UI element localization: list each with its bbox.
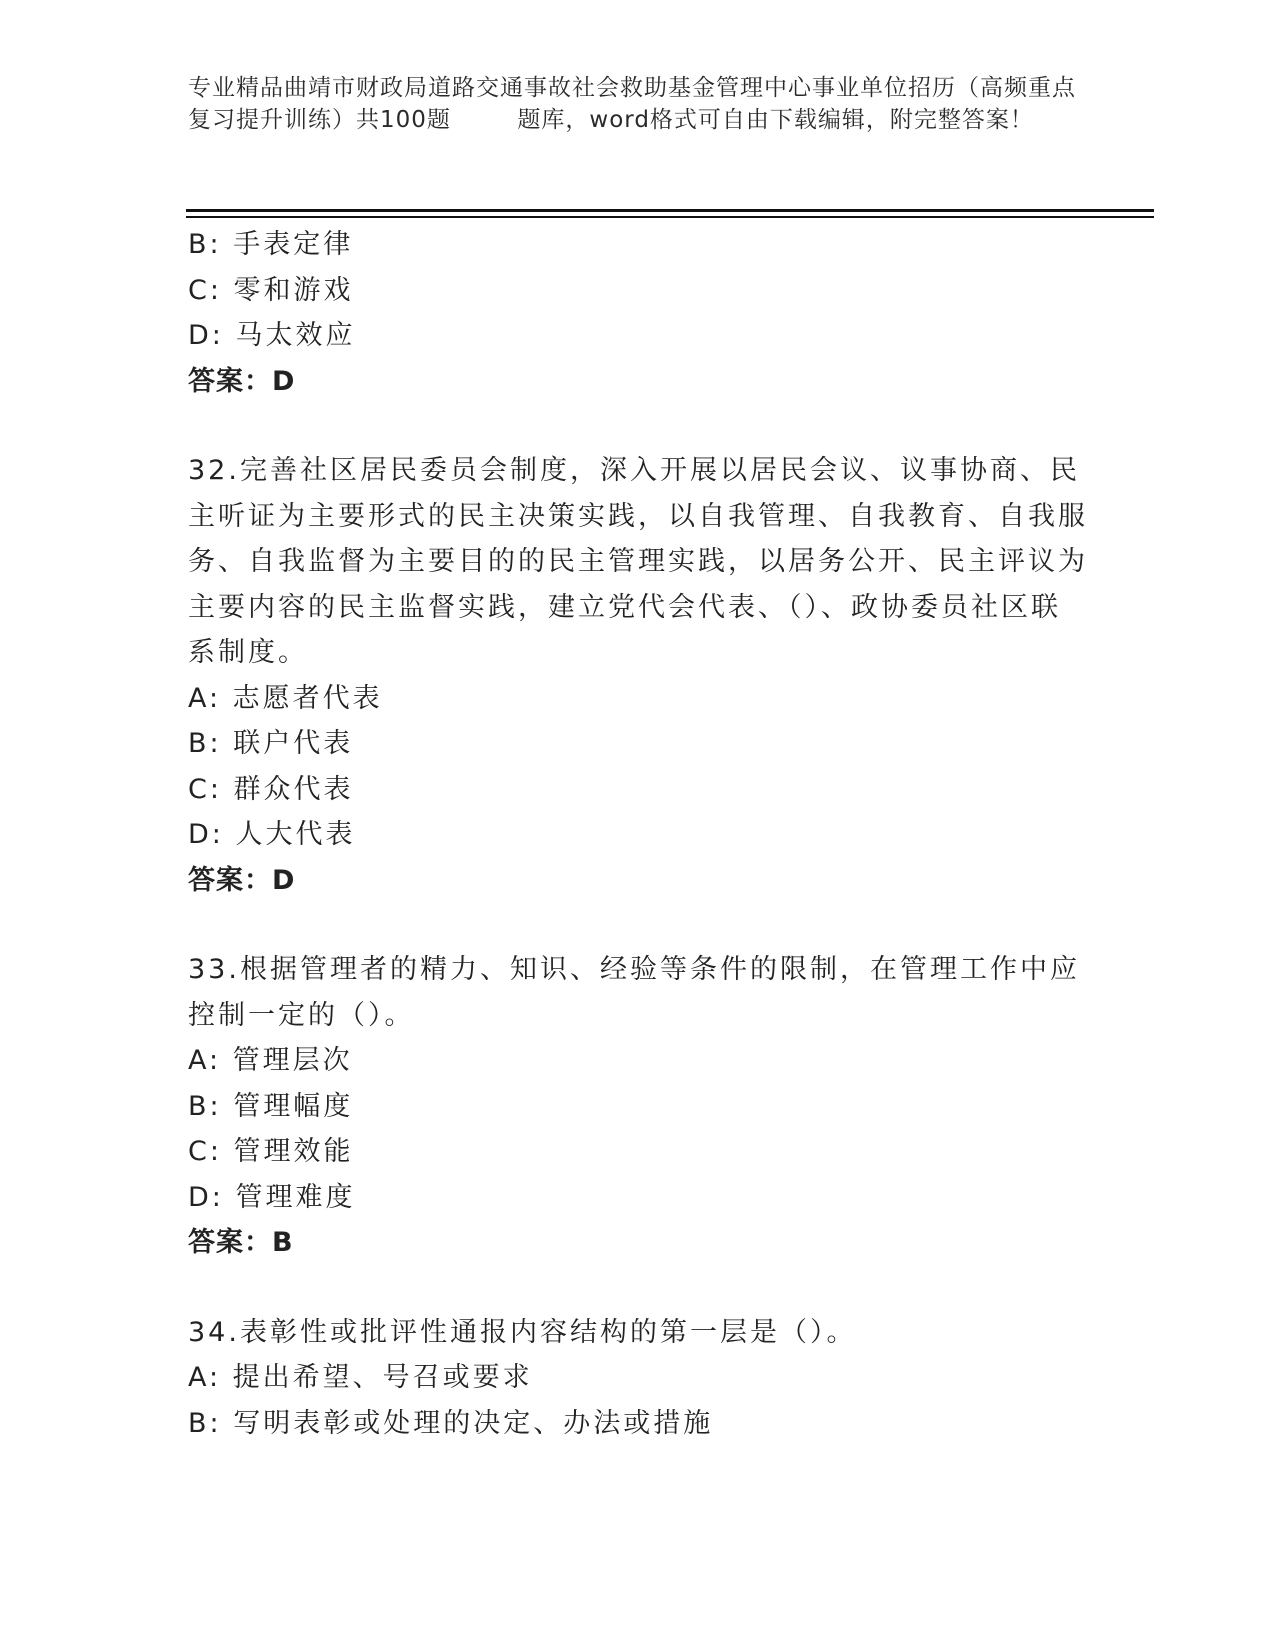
option-b: B: 联户代表 xyxy=(188,728,354,759)
option-a: A: 提出希望、号召或要求 xyxy=(188,1362,533,1393)
option-d: D: 管理难度 xyxy=(188,1181,356,1213)
question-text: 32.完善社区居民委员会制度，深入开展以居民会议、议事协商、民主听证为主要形式的民主决策实践，以自我管理、自我教育、自我服务、自我监督为主要目的的民主管理实践，以居务公开、民主评议为主要内容的民主监督实践，建立党代会代表、（）、政协委员社区联系制度。 xyxy=(188,455,1088,668)
option-a: A: 管理层次 xyxy=(188,1045,353,1076)
document-body xyxy=(188,222,1088,1446)
header-rule-top xyxy=(186,209,1154,212)
question-33 xyxy=(188,947,1088,1266)
question-31-partial xyxy=(188,222,1088,404)
answer: 答案：D xyxy=(188,365,296,397)
option-c: C: 管理效能 xyxy=(188,1136,354,1167)
option-c: C: 群众代表 xyxy=(188,773,354,805)
header-rule-bottom xyxy=(186,216,1154,218)
option-d: D: 人大代表 xyxy=(188,819,356,850)
option-b: B: 手表定律 xyxy=(188,229,354,260)
option-b: B: 写明表彰或处理的决定、办法或措施 xyxy=(188,1407,714,1439)
option-c: C: 零和游戏 xyxy=(188,274,354,306)
option-d: D: 马太效应 xyxy=(188,320,356,351)
question-text: 34.表彰性或批评性通报内容结构的第一层是（）。 xyxy=(188,1316,857,1348)
option-a: A: 志愿者代表 xyxy=(188,682,383,714)
answer: 答案：D xyxy=(188,864,296,896)
question-text: 33.根据管理者的精力、知识、经验等条件的限制，在管理工作中应控制一定的（）。 xyxy=(188,954,1080,1031)
document-header: 专业精品曲靖市财政局道路交通事故社会救助基金管理中心事业单位招历（高频重点复习提升训练）共100题 题库，word格式可自由下载编辑，附完整答案！ xyxy=(188,75,1076,133)
option-b: B: 管理幅度 xyxy=(188,1090,354,1122)
answer: 答案：B xyxy=(188,1227,294,1258)
question-32 xyxy=(188,448,1088,903)
question-34 xyxy=(188,1310,1088,1447)
